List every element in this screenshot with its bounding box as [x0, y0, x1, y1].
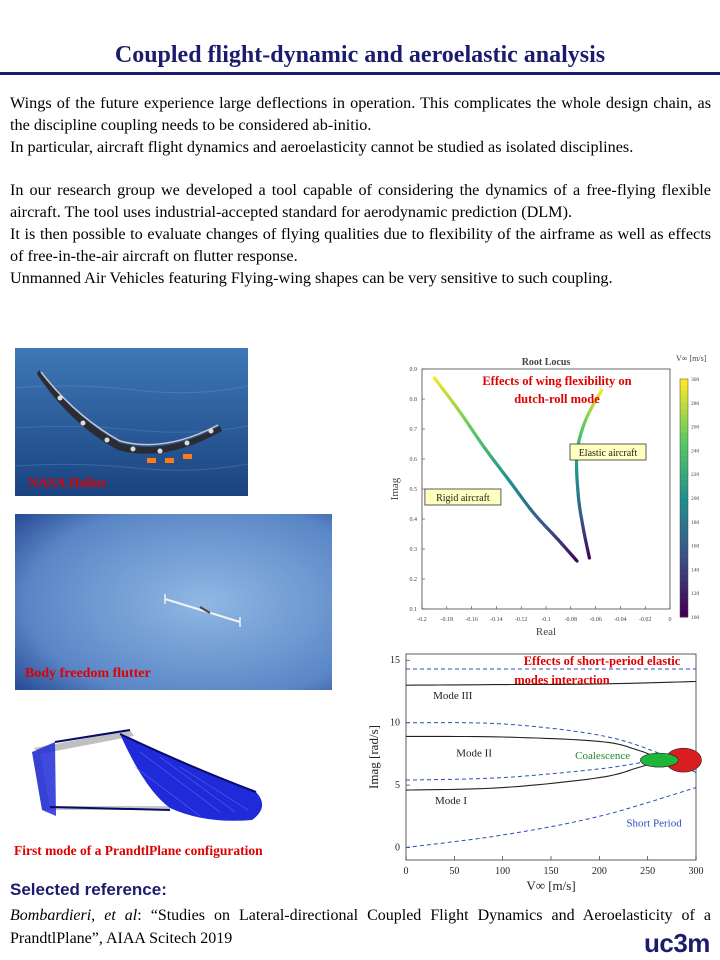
rl-colorbar-label: V∞ [m/s] — [676, 354, 707, 363]
rl-label-rigid — [425, 489, 501, 505]
paragraph-4: It is then possible to evaluate changes of flying qualities due to flexibility of the airframe as well as effects of free-in-the-air aircraft on flutter response. — [10, 225, 711, 265]
rl-series-segment — [576, 560, 577, 561]
rl-colorbar-step — [680, 403, 688, 409]
root-locus-chart — [362, 345, 712, 637]
rl-x-tick-label: -0.16 — [465, 617, 478, 623]
body-text — [10, 92, 711, 289]
rl-x-tick-label: -0.08 — [564, 617, 578, 623]
rl-colorbar-step — [680, 486, 688, 492]
rl-colorbar-step — [680, 379, 688, 385]
rl-colorbar-step — [680, 409, 688, 415]
rl-x-tick-label: -0.12 — [514, 617, 528, 623]
mi-x-tick-label: 200 — [591, 866, 607, 877]
mi-ylabel: Imag [rad/s] — [366, 725, 381, 789]
reference-body: : “Studies on Lateral-directional Coupled Flight Dynamics and Aeroelasticity of a PrandtlPlane”, AIAA Scitech 2019 — [10, 907, 712, 947]
rl-colorbar-step — [680, 569, 688, 575]
rl-colorbar-step — [680, 439, 688, 445]
rl-x-tick-label: -0.02 — [638, 617, 652, 623]
rl-colorbar-tick-label: 180 — [691, 519, 700, 526]
rl-colorbar-tick-label: 280 — [691, 400, 700, 407]
mi-label-mode3: Mode III — [433, 689, 473, 702]
rl-y-tick-label: 0.4 — [409, 517, 417, 523]
prandtlplane-caption: First mode of a PrandtlPlane configuration — [14, 843, 263, 858]
rl-colorbar-step — [680, 444, 688, 450]
mi-xlabel: V∞ [m/s] — [526, 878, 576, 892]
mi-coalescence-ellipse — [640, 753, 678, 767]
flutter-photo — [15, 514, 332, 690]
mi-y-tick-label: 0 — [395, 842, 400, 854]
rl-colorbar-step — [680, 474, 688, 480]
rl-colorbar-tick-label: 220 — [691, 472, 700, 479]
mi-annotation-line1: Effects of short-period elastic — [523, 654, 681, 668]
rl-colorbar-tick-label: 240 — [691, 448, 700, 455]
reference-authors: Bombardieri, et al — [10, 907, 138, 924]
rl-title: Root Locus — [521, 357, 571, 368]
title-divider — [0, 72, 720, 75]
rl-y-tick-label: 0.8 — [409, 397, 417, 403]
mi-x-tick-label: 150 — [543, 866, 559, 877]
mi-label-short-period: Short Period — [626, 817, 682, 830]
rl-colorbar-step — [680, 415, 688, 421]
mi-x-tick-label: 100 — [495, 866, 511, 877]
mi-label-coalescence: Coalescence — [575, 749, 631, 762]
rl-colorbar-step — [680, 450, 688, 456]
paragraph-3: In our research group we developed a tool capable of considering the dynamics of a free-flying flexible aircraft. The tool uses industrial-accepted standard for aerodynamic prediction (DLM). — [10, 181, 711, 221]
rl-y-tick-label: 0.9 — [409, 367, 417, 373]
paragraph-5: Unmanned Air Vehicles featuring Flying-wing shapes can be very sensitive to such coupling. — [10, 269, 613, 287]
mi-x-tick-label: 300 — [688, 866, 704, 877]
rl-colorbar-step — [680, 421, 688, 427]
rl-x-tick-label: -0.1 — [541, 617, 551, 623]
rl-colorbar-step — [680, 587, 688, 593]
rl-colorbar-step — [680, 546, 688, 552]
rl-colorbar-tick-label: 100 — [691, 615, 700, 621]
rl-annotation-line1: Effects of wing flexibility on — [482, 374, 632, 388]
rl-label-rigid-text: Rigid aircraft — [436, 493, 490, 504]
rl-colorbar-step — [680, 433, 688, 439]
helios-caption: NASA Helios — [28, 476, 107, 491]
rl-x-tick-label: -0.2 — [417, 617, 427, 623]
rl-x-tick-label: -0.18 — [440, 617, 454, 623]
mi-x-tick-label: 250 — [640, 866, 656, 877]
rl-y-tick-label: 0.1 — [409, 607, 417, 613]
rl-label-elastic-text: Elastic aircraft — [578, 448, 638, 459]
rl-colorbar-step — [680, 492, 688, 498]
rl-colorbar-step — [680, 427, 688, 433]
rl-y-tick-label: 0.5 — [409, 487, 417, 493]
mode-interaction-chart — [362, 648, 712, 892]
rl-colorbar-tick-label: 300 — [691, 377, 700, 383]
rl-colorbar-step — [680, 516, 688, 522]
rl-colorbar-step — [680, 575, 688, 581]
mi-x-tick-label: 50 — [449, 866, 460, 877]
rl-x-tick-label: -0.14 — [490, 617, 503, 623]
rl-colorbar-step — [680, 534, 688, 540]
rl-colorbar-tick-label: 200 — [691, 496, 700, 502]
rl-colorbar-step — [680, 540, 688, 546]
rl-colorbar-step — [680, 593, 688, 599]
rl-annotation-line2: dutch-roll mode — [514, 392, 600, 406]
rl-colorbar — [680, 379, 688, 618]
rl-colorbar-step — [680, 498, 688, 504]
rl-x-tick-label: -0.04 — [614, 617, 627, 623]
rl-colorbar-step — [680, 462, 688, 468]
rl-y-tick-label: 0.3 — [409, 547, 417, 553]
uc3m-logo: uc3m — [644, 928, 710, 958]
rl-colorbar-step — [680, 504, 688, 510]
paragraph-2: In particular, aircraft flight dynamics and aeroelasticity cannot be studied as isolated disciplines. — [10, 138, 634, 156]
rl-colorbar-step — [680, 397, 688, 403]
paragraph-1: Wings of the future experience large deflections in operation. This complicates the whole design chain, as the discipline coupling needs to be considered ab-initio. — [10, 94, 711, 134]
rl-x-tick-label: 0 — [668, 617, 672, 623]
rl-y-tick-label: 0.7 — [409, 427, 417, 433]
prandtlplane-mode-figure — [20, 712, 265, 832]
mi-y-tick-label: 15 — [390, 655, 400, 667]
rl-label-elastic — [570, 444, 646, 460]
helios-photo — [15, 348, 248, 496]
rl-x-tick-label: -0.06 — [589, 617, 602, 623]
rl-colorbar-tick-label: 120 — [691, 591, 700, 598]
mi-y-tick-label: 10 — [390, 717, 400, 729]
page-title: Coupled flight-dynamic and aeroelastic analysis — [114, 42, 606, 68]
rl-colorbar-step — [680, 522, 688, 528]
rl-colorbar-step — [680, 552, 688, 558]
rl-colorbar-step — [680, 385, 688, 391]
rl-ylabel: Imag — [389, 477, 401, 501]
rl-colorbar-step — [680, 456, 688, 462]
reference-heading: Selected reference: — [10, 880, 167, 899]
mi-label-mode1: Mode I — [435, 794, 468, 807]
rl-colorbar-step — [680, 391, 688, 397]
reference-text — [10, 904, 711, 950]
rl-colorbar-tick-label: 260 — [691, 424, 700, 431]
rl-colorbar-step — [680, 563, 688, 569]
rl-y-tick-label: 0.6 — [409, 457, 417, 463]
rl-colorbar-step — [680, 510, 688, 516]
rl-colorbar-step — [680, 605, 688, 611]
mi-annotation-line2: modes interaction — [514, 673, 610, 687]
rl-colorbar-tick-label: 140 — [691, 567, 700, 574]
mi-label-mode2: Mode II — [456, 747, 493, 760]
mi-y-tick-label: 5 — [395, 780, 400, 792]
rl-colorbar-step — [680, 468, 688, 474]
rl-colorbar-step — [680, 480, 688, 486]
rl-y-tick-label: 0.2 — [409, 577, 417, 583]
rl-colorbar-tick-label: 160 — [691, 543, 700, 550]
rl-colorbar-step — [680, 581, 688, 587]
mi-x-tick-label: 0 — [403, 866, 409, 877]
rl-colorbar-step — [680, 528, 688, 534]
flutter-caption: Body freedom flutter — [25, 666, 151, 681]
rl-colorbar-step — [680, 558, 688, 564]
rl-colorbar-step — [680, 611, 688, 617]
rl-xlabel: Real — [535, 626, 557, 637]
rl-colorbar-step — [680, 599, 688, 605]
